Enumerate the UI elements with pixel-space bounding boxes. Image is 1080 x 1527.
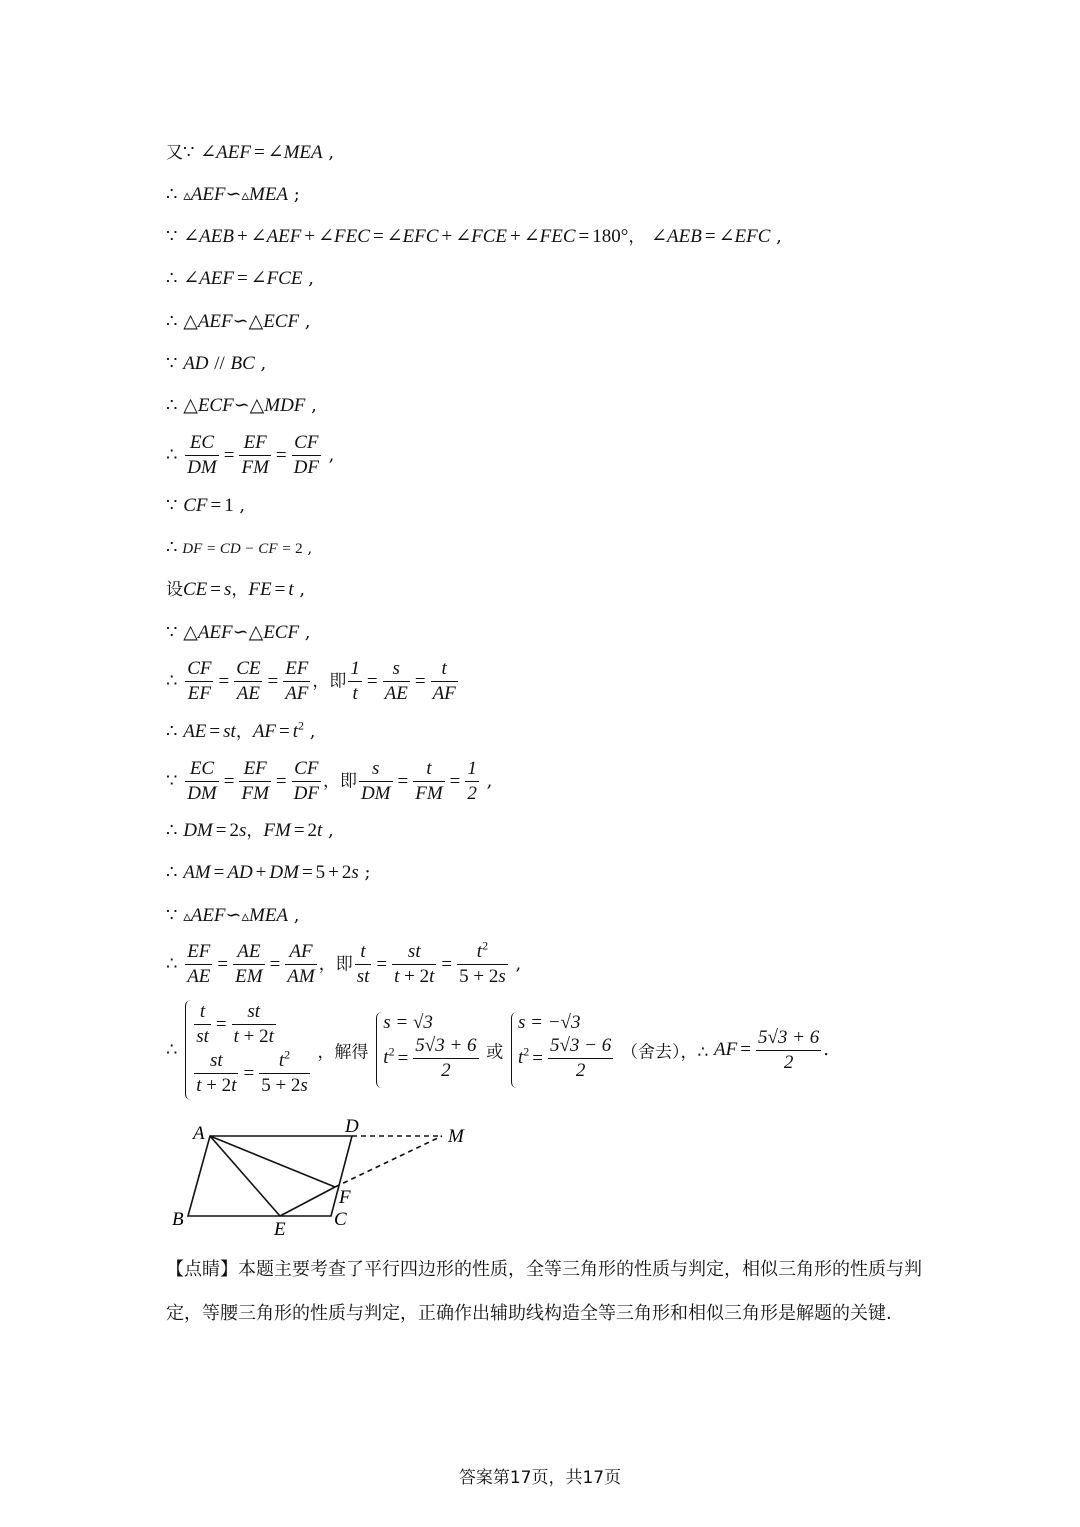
step-20-system: ∴ $\frac{t}{st}$ = $\frac{st}{t + 2t}$ $\frac{st}{t + 2t}$ = $\frac{t^2}{5 + 2s}$ ，解得 s = √3 $t^2$ = $\frac{5√3 + 6}{2}$ 或 s = −√3 $t^2$ = $\frac{5√3 - 6}{2}$ （舍去），∴ AF = $\frac{5√3 + 6}{2}$ . — [166, 1000, 829, 1100]
segment-EF — [280, 1187, 335, 1216]
step-3: ∵ ∠AEB + ∠AEF + ∠FEC = ∠EFC + ∠FCE + ∠FEC = 180°， ∠AEB = ∠EFC , — [166, 226, 782, 247]
step-17: ∴ AM = AD + DM = 5 + 2s ; — [166, 862, 371, 883]
step-19: ∴ $\frac{EF}{AE}$ = $\frac{AE}{EM}$ = $\frac{AF}{AM}$ ，即 $\frac{t}{st}$ = $\frac{st}{t + 2t}$ = $\frac{t^2}{5 + 2s}$ , — [166, 938, 522, 987]
label-C: C — [334, 1209, 347, 1230]
label-F: F — [339, 1187, 351, 1208]
label-A: A — [193, 1123, 205, 1144]
sol2-s: s = −√3 — [518, 1012, 581, 1033]
step-1: 又∵ ∠AEF = ∠MEA , — [166, 142, 335, 163]
step-9: ∵ CF = 1 , — [166, 495, 246, 516]
sol1-s: s = √3 — [383, 1012, 433, 1033]
step-13: ∴ $\frac{CF}{EF}$ = $\frac{CE}{AE}$ = $\frac{EF}{AF}$ ，即 $\frac{1}{t}$ = $\frac{s}{AE}$ = $\frac{t}{AF}$ — [166, 658, 456, 704]
label-E: E — [274, 1219, 286, 1240]
step-7: ∴ △ECF∽△MDF , — [166, 395, 317, 416]
step-10: ∴ DF = CD − CF = 2 , — [166, 537, 313, 558]
step-15: ∵ $\frac{EC}{DM}$ = $\frac{EF}{FM}$ = $\frac{CF}{DF}$ ，即 $\frac{s}{DM}$ = $\frac{t}{FM}$ = $\frac{1}{2}$ , — [166, 758, 493, 804]
step-8: ∴ $\frac{EC}{DM}$ = $\frac{EF}{FM}$ = $\frac{CF}{DF}$ , — [166, 432, 335, 478]
step-12: ∵ △AEF∽△ECF , — [166, 622, 311, 643]
step-18: ∵ ▵AEF∽▵MEA , — [166, 905, 300, 926]
step-4: ∴ ∠AEF = ∠FCE , — [166, 268, 314, 289]
segment-AE — [210, 1136, 280, 1216]
label-B: B — [172, 1209, 184, 1230]
page-footer: 答案第17页，共17页 — [458, 1468, 622, 1488]
label-D: D — [345, 1116, 359, 1137]
step-2: ∴ ▵AEF∽▵MEA ; — [166, 184, 300, 205]
segment-FM — [335, 1136, 442, 1187]
note-text: 本题主要考查了平行四边形的性质，全等三角形的性质与判定，相似三角形的性质与判定，等腰三角形的性质与判定，正确作出辅助线构造全等三角形和相似三角形是解题的关键. — [166, 1259, 922, 1324]
parallelogram-figure — [160, 1115, 490, 1245]
segment-AF — [210, 1136, 335, 1187]
label-M: M — [448, 1126, 464, 1147]
step-16: ∴ DM = 2s，FM = 2t , — [166, 820, 334, 841]
solve-label: ，解得 — [317, 1042, 369, 1063]
note-tag: 【点睛】 — [166, 1259, 238, 1280]
step-11: 设CE = s，FE = t , — [166, 579, 306, 600]
discard-label: （舍去），∴ — [620, 1042, 709, 1063]
or-label: 或 — [486, 1042, 504, 1063]
step-5: ∴ △AEF∽△ECF , — [166, 311, 311, 332]
step-14: ∴ AE = st，AF = $t^2$ , — [166, 718, 316, 742]
step-6: ∵ AD // BC , — [166, 353, 267, 374]
key-point-note — [166, 1248, 926, 1336]
